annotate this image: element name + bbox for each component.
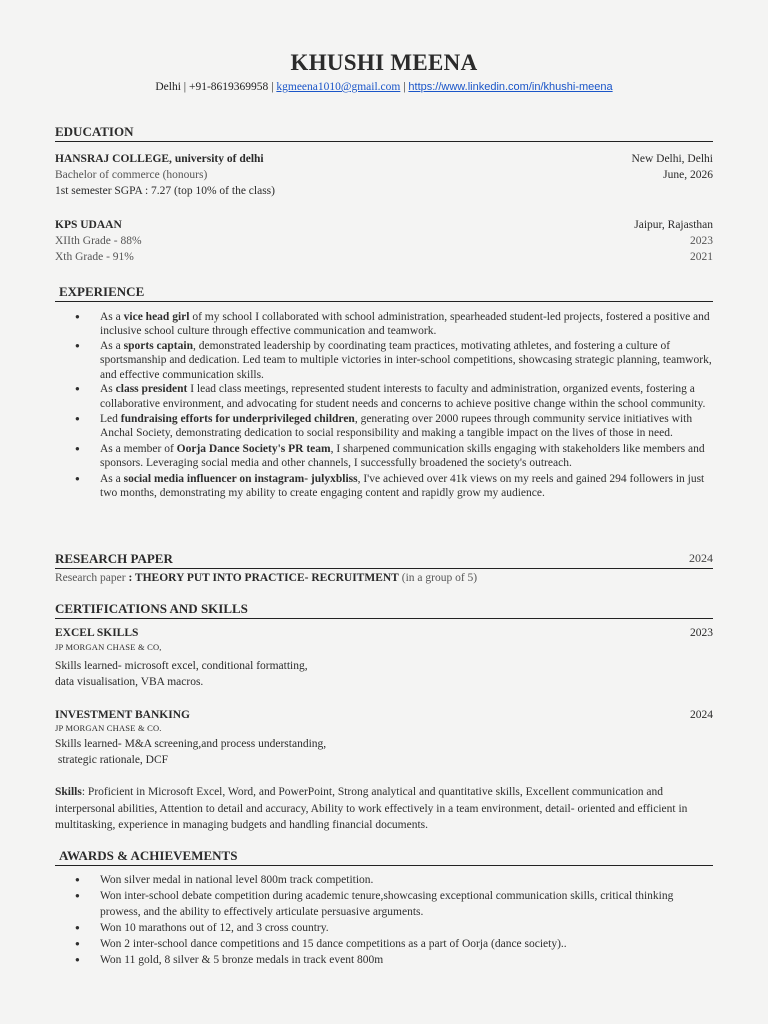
grade12-row xyxy=(55,233,713,249)
separator: | xyxy=(180,81,189,93)
list-item: ● As a social media influencer on instagram- julyxbliss, I've achieved over 41k views on my reels and gained 294 followers in just two months, demonstrating my ability to create engaging content and rapidly grow my audience. xyxy=(55,472,713,501)
research-year: 2024 xyxy=(689,551,713,565)
excel-year: 2023 xyxy=(690,627,713,639)
phone: +91-8619369958 xyxy=(188,81,269,93)
separator: | xyxy=(268,81,277,93)
email-link[interactable]: kgmeena1010@gmail.com xyxy=(276,81,401,93)
school-location: Jaipur, Rajasthan xyxy=(634,219,713,231)
separator: | xyxy=(400,81,409,93)
list-item: ● As a member of Oorja Dance Society's PR team, I sharpened communication skills engaging with stakeholders like members and sponsors. Leveraging social media and other channels, I successfully broadened the society's outreach. xyxy=(55,442,713,471)
year10: 2021 xyxy=(690,251,713,263)
grade10-row xyxy=(55,249,713,265)
city: Delhi xyxy=(155,81,181,93)
sgpa-row xyxy=(55,183,713,199)
contact-line xyxy=(0,81,768,93)
list-item: ● Won silver medal in national level 800m track competition. xyxy=(55,872,713,888)
school-row xyxy=(55,217,713,233)
awards-list xyxy=(55,872,713,968)
section-title-certifications: CERTIFICATIONS AND SKILLS xyxy=(55,601,713,619)
college-location: New Delhi, Delhi xyxy=(631,153,713,165)
list-item: ● Won 11 gold, 8 silver & 5 bronze medals in track event 800m xyxy=(55,952,713,968)
list-item: ● As class president I lead class meetings, represented student interests to faculty and administration, organized events, fostering a collaborative environment, and advocating for student needs and concerns to achieve positive change within the school community. xyxy=(55,382,713,411)
list-item: ● Won 10 marathons out of 12, and 3 cross country. xyxy=(55,920,713,936)
grade12: XIIth Grade - 88% xyxy=(55,235,142,247)
ib-name: INVESTMENT BANKING xyxy=(55,709,190,721)
section-title-research xyxy=(55,551,713,569)
year12: 2023 xyxy=(690,235,713,247)
list-item: ● As a vice head girl of my school I collaborated with school administration, spearheaded student-led projects, fostered a positive and inclusive school culture through effective communication and teamwork. xyxy=(55,310,713,339)
candidate-name: KHUSHI MEENA xyxy=(290,50,478,75)
college-university: university of delhi xyxy=(174,153,264,165)
college-name: HANSRAJ COLLEGE, xyxy=(55,153,172,165)
research-topic: : THEORY PUT INTO PRACTICE- RECRUITMENT xyxy=(128,572,399,584)
research-note: (in a group of 5) xyxy=(398,572,478,584)
list-item: ● Led fundraising efforts for underprivileged children, generating over 2000 rupees through community service initiatives with Anchal Society, demonstrating dedication to social responsibility and making a tangible impact on the lives of those in need. xyxy=(55,412,713,441)
sgpa: 1st semester SGPA : 7.27 (top 10% of the class) xyxy=(55,185,275,197)
section-title-awards: AWARDS & ACHIEVEMENTS xyxy=(55,848,713,866)
ib-line1: Skills learned- M&A screening,and process understanding, xyxy=(55,738,327,750)
ib-org: JP MORGAN CHASE & CO. xyxy=(55,723,162,733)
graduation-date: June, 2026 xyxy=(663,169,713,181)
list-item: ● Won inter-school debate competition during academic tenure,showcasing exceptional communication skills, critical thinking prowess, and the ability to effectively articulate persuasive arguments. xyxy=(55,888,713,920)
excel-org: JP MORGAN CHASE & CO, xyxy=(55,642,162,652)
college-row xyxy=(55,151,713,167)
experience-list xyxy=(55,310,713,500)
linkedin-link[interactable]: https://www.linkedin.com/in/khushi-meena xyxy=(408,81,613,93)
excel-line2: data visualisation, VBA macros. xyxy=(55,676,204,688)
skills-label: Skills xyxy=(55,786,82,798)
research-row xyxy=(55,570,713,586)
section-title-experience: EXPERIENCE xyxy=(55,284,713,302)
ib-line2: strategic rationale, DCF xyxy=(55,754,169,766)
skills-text: : Proficient in Microsoft Excel, Word, and PowerPoint, Strong analytical and quantitative skills, Excellent communication and interpersonal abilities, Attention to detail and accuracy, Ability to work effectively in a team environment, detail- oriented and efficient in multitasking, experience in managing budgets and handling financial documents. xyxy=(55,786,688,831)
excel-row xyxy=(55,625,713,641)
research-title: RESEARCH PAPER xyxy=(55,551,173,566)
skills-paragraph xyxy=(55,784,713,834)
research-label: Research paper xyxy=(55,572,129,584)
excel-line1: Skills learned- microsoft excel, conditional formatting, xyxy=(55,660,308,672)
degree-row xyxy=(55,167,713,183)
list-item: ● As a sports captain, demonstrated leadership by coordinating team practices, motivating athletes, and fostering a culture of sportsmanship and dedication. Led team to multiple victories in inter-school competitions, showcasing strategic planning, teamwork, and effective communication skills. xyxy=(55,339,713,382)
ib-year: 2024 xyxy=(690,709,713,721)
section-title-education: EDUCATION xyxy=(55,124,713,142)
degree: Bachelor of commerce (honours) xyxy=(55,169,208,181)
ib-row xyxy=(55,707,713,723)
list-item: ● Won 2 inter-school dance competitions and 15 dance competitions as a part of Oorja (dance society).. xyxy=(55,936,713,952)
school-name: KPS UDAAN xyxy=(55,219,122,231)
grade10: Xth Grade - 91% xyxy=(55,251,134,263)
excel-name: EXCEL SKILLS xyxy=(55,627,139,639)
